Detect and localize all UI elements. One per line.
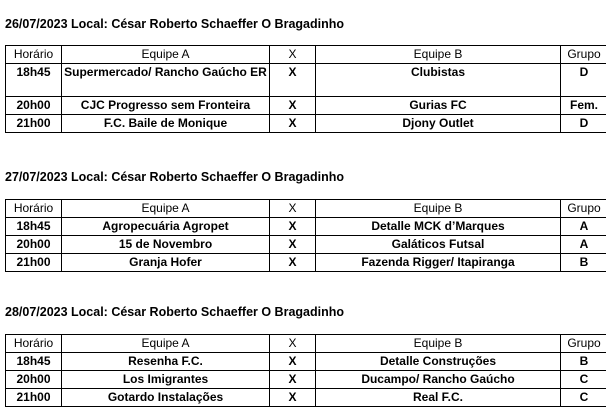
games-table (5, 45, 606, 133)
cell-equipe-a: Supermercado/ Rancho Gaúcho ER (62, 64, 270, 97)
cell-grupo: D (561, 115, 606, 133)
header-equipe-a: Equipe A (62, 335, 270, 353)
table-row (6, 389, 606, 407)
cell-x: X (270, 64, 316, 97)
header-equipe-b: Equipe B (316, 200, 561, 218)
header-equipe-a: Equipe A (62, 200, 270, 218)
header-x: X (270, 335, 316, 353)
header-grupo: Grupo (561, 335, 606, 353)
cell-equipe-b: Fazenda Rigger/ Itapiranga (316, 254, 561, 272)
table-header-row (6, 46, 606, 64)
cell-equipe-a: F.C. Baile de Monique (62, 115, 270, 133)
cell-hora: 18h45 (6, 353, 62, 371)
games-table (5, 334, 606, 407)
header-horario: Horário (6, 335, 62, 353)
table-row (6, 236, 606, 254)
section-title: 27/07/2023 Local: César Roberto Schaeffer O Bragadinho (5, 170, 345, 184)
table-row (6, 64, 606, 97)
cell-hora: 20h00 (6, 371, 62, 389)
table-row (6, 218, 606, 236)
table-header-row (6, 200, 606, 218)
cell-equipe-a: Granja Hofer (62, 254, 270, 272)
cell-hora: 18h45 (6, 218, 62, 236)
cell-x: X (270, 371, 316, 389)
header-grupo: Grupo (561, 46, 606, 64)
cell-grupo: D (561, 64, 606, 97)
cell-x: X (270, 353, 316, 371)
cell-equipe-b: Djony Outlet (316, 115, 561, 133)
table-row (6, 353, 606, 371)
table-row (6, 97, 606, 115)
cell-grupo: Fem. (561, 97, 606, 115)
header-equipe-b: Equipe B (316, 46, 561, 64)
table-row (6, 254, 606, 272)
cell-hora: 20h00 (6, 236, 62, 254)
table-row (6, 115, 606, 133)
cell-grupo: A (561, 218, 606, 236)
cell-grupo: C (561, 371, 606, 389)
header-horario: Horário (6, 200, 62, 218)
header-grupo: Grupo (561, 200, 606, 218)
cell-grupo: C (561, 389, 606, 407)
header-equipe-b: Equipe B (316, 335, 561, 353)
table-row (6, 371, 606, 389)
table-header-row (6, 335, 606, 353)
cell-equipe-b: Detalle MCK d’Marques (316, 218, 561, 236)
cell-equipe-a: 15 de Novembro (62, 236, 270, 254)
cell-x: X (270, 218, 316, 236)
cell-hora: 18h45 (6, 64, 62, 97)
cell-x: X (270, 389, 316, 407)
cell-equipe-a: Agropecuária Agropet (62, 218, 270, 236)
cell-equipe-b: Galáticos Futsal (316, 236, 561, 254)
cell-grupo: B (561, 353, 606, 371)
cell-equipe-a: CJC Progresso sem Fronteira (62, 97, 270, 115)
cell-equipe-b: Ducampo/ Rancho Gaúcho (316, 371, 561, 389)
cell-grupo: B (561, 254, 606, 272)
cell-grupo: A (561, 236, 606, 254)
section-title: 28/07/2023 Local: César Roberto Schaeffer O Bragadinho (5, 305, 345, 319)
cell-x: X (270, 254, 316, 272)
header-x: X (270, 46, 316, 64)
games-table (5, 199, 606, 272)
cell-hora: 21h00 (6, 389, 62, 407)
header-horario: Horário (6, 46, 62, 64)
cell-equipe-b: Detalle Construções (316, 353, 561, 371)
cell-equipe-b: Gurias FC (316, 97, 561, 115)
cell-equipe-a: Resenha F.C. (62, 353, 270, 371)
section-title: 26/07/2023 Local: César Roberto Schaeffer O Bragadinho (5, 17, 345, 31)
header-equipe-a: Equipe A (62, 46, 270, 64)
cell-x: X (270, 97, 316, 115)
cell-equipe-a: Los Imigrantes (62, 371, 270, 389)
cell-x: X (270, 236, 316, 254)
cell-equipe-b: Real F.C. (316, 389, 561, 407)
cell-hora: 21h00 (6, 254, 62, 272)
cell-hora: 20h00 (6, 97, 62, 115)
header-x: X (270, 200, 316, 218)
cell-hora: 21h00 (6, 115, 62, 133)
cell-equipe-b: Clubistas (316, 64, 561, 97)
cell-equipe-a: Gotardo Instalações (62, 389, 270, 407)
cell-x: X (270, 115, 316, 133)
